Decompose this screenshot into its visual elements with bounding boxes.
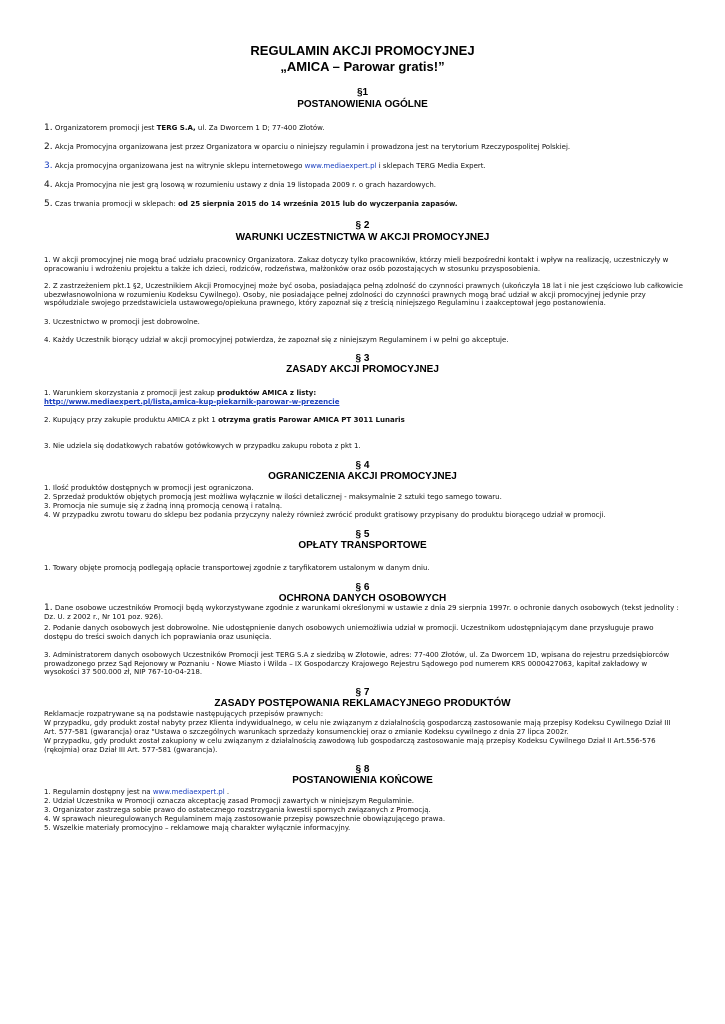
- item-number: 4.: [44, 180, 53, 190]
- item-number: 5.: [44, 199, 53, 209]
- section-7-title: ZASADY POSTĘPOWANIA REKLAMACYJNEGO PRODUKTÓW: [214, 698, 511, 709]
- section-2-title: WARUNKI UCZESTNICTWA W AKCJI PROMOCYJNEJ: [235, 232, 490, 243]
- s7-line-2: W przypadku, gdy produkt został nabyty przez Klienta indywidualnego, w celu nie związanym z działalnością gospodarczą zastosowanie mają przepisy Kodeksu Cywilnego Dział III Art. 577-581 (gwarancja) oraz "Ustawa o szczególnych warunkach sprzedaży konsumenckiej oraz o zmianie Kodeksu cywilnego z dnia 27 lipca 2002r.: [44, 719, 671, 736]
- s8-item-5: [44, 824, 684, 833]
- item-text: Dane osobowe uczestników Promocji będą wykorzystywane zgodnie z warunkami określonymi w ustawie z dnia 29 sierpnia 1997r. o ochronie danych osobowych (tekst jednolity : Dz. U. z 2002 r., Nr 101 poz. 926).: [44, 604, 679, 621]
- item-bold-text: TERG S.A,: [156, 124, 196, 132]
- s8-item-2: [44, 797, 684, 806]
- s5-paragraph-1: 1. Towary objęte promocją podlegają opłacie transportowej zgodnie z taryfikatorem ustalonym w danym dniu.: [44, 564, 430, 572]
- s3-paragraph-1: [44, 389, 684, 406]
- section-8-number: § 8: [355, 764, 370, 775]
- item-bold-text: od 25 sierpnia 2015 do 14 września 2015 lub do wyczerpania zapasów.: [178, 200, 458, 208]
- section-5-number: § 5: [355, 529, 370, 540]
- s1-item-2: [44, 143, 684, 152]
- item-text: W przypadku zwrotu towaru do sklepu bez podania przyczyny należy również zwrócić produkt gratisowy przypisany do produktu biorącego udział w promocji.: [50, 511, 606, 519]
- item-text: ul. Za Dworcem 1 D; 77-400 Złotów.: [195, 124, 325, 132]
- section-4-title: OGRANICZENIA AKCJI PROMOCYJNEJ: [268, 471, 457, 482]
- item-number: 2.: [44, 624, 51, 632]
- section-3-number: § 3: [355, 353, 370, 364]
- s1-item-3: [44, 162, 684, 171]
- item-text: Regulamin dostępny jest na: [50, 788, 153, 796]
- item-number: 2.: [44, 493, 51, 501]
- section-3-title: ZASADY AKCJI PROMOCYJNEJ: [286, 364, 439, 375]
- item-text: 2. Kupujący przy zakupie produktu AMICA z pkt 1: [44, 416, 219, 424]
- section-6-title: OCHRONA DANYCH OSOBOWYCH: [278, 593, 447, 604]
- section-6-number: § 6: [355, 582, 370, 593]
- item-number: 1.: [44, 603, 53, 613]
- s2-paragraph-1: 1. W akcji promocyjnej nie mogą brać udziału pracownicy Organizatora. Zakaz dotyczy tylko pracowników, którzy mieli bezpośredni kontakt i wpływ na realizację, uczestniczyły w opracowaniu i wdrożeniu projektu a także ich dzieci, rodziców, rodzeństwa, małżonków oraz osób pozostających w stosunku przysposobienia.: [44, 256, 669, 273]
- item-text: i sklepach TERG Media Expert.: [376, 162, 486, 170]
- regulations-link[interactable]: www.mediaexpert.pl: [152, 788, 225, 796]
- s6-paragraph-3: 3. Administratorem danych osobowych Uczestników Promocji jest TERG S.A z siedzibą w Złotowie, adres: 77-400 Złotów, ul. Za Dworcem 1D, wpisana do rejestru przedsiębiorców prowadzonego przez Sąd Rejonowy w Poznaniu - Nowe Miasto i Wilda – IX Gospodarczy Krajowego Rejestru Sądowego pod numerem KRS 0000427063, kapitał zakładowy w wysokości 37 500.000 zł, NIP 767-10-04-218.: [44, 651, 670, 677]
- item-text: Czas trwania promocji w sklepach:: [52, 200, 179, 208]
- item-text: Akcja Promocyjna nie jest grą losową w rozumieniu ustawy z dnia 19 listopada 2009 r. o grach hazardowych.: [52, 181, 436, 189]
- s6-paragraph-2: [44, 624, 684, 641]
- s8-item-4: [44, 815, 684, 824]
- s1-item-5: [44, 200, 684, 209]
- s7-line-1: Reklamacje rozpatrywane są na podstawie następujących przepisów prawnych:: [44, 710, 324, 718]
- s8-item-1: [44, 788, 684, 797]
- item-number: 4.: [44, 815, 51, 823]
- s2-paragraph-4: 4. Każdy Uczestnik biorący udział w akcji promocyjnej potwierdza, że zapoznał się z niniejszym Regulaminem i w pełni go akceptuje.: [44, 336, 509, 344]
- s3-paragraph-2: [44, 416, 684, 425]
- item-text: Organizator zastrzega sobie prawo do ostatecznego rozstrzygania kwestii spornych związanych z Promocją.: [50, 806, 431, 814]
- item-text: Akcja promocyjna organizowana jest na witrynie sklepu internetowego: [52, 162, 305, 170]
- s4-item-1: [44, 484, 684, 493]
- item-number: 1.: [44, 788, 51, 796]
- section-4-number: § 4: [355, 460, 370, 471]
- item-number: 5.: [44, 824, 51, 832]
- item-number: 1.: [44, 123, 53, 133]
- item-text: Wszelkie materiały promocyjno – reklamowe mają charakter wyłącznie informacyjny.: [50, 824, 351, 832]
- item-number: 1.: [44, 484, 51, 492]
- item-number: 3.: [44, 161, 53, 171]
- item-text: W sprawach nieuregulowanych Regulaminem mają zastosowanie przepisy powszechnie obowiązującego prawa.: [50, 815, 446, 823]
- item-text: Ilość produktów dostępnych w promocji jest ograniczona.: [50, 484, 254, 492]
- item-text: Udział Uczestnika w Promocji oznacza akceptację zasad Promocji zawartych w niniejszym Regulaminie.: [50, 797, 415, 805]
- s8-item-3: [44, 806, 684, 815]
- s3-paragraph-3: 3. Nie udziela się dodatkowych rabatów gotówkowych w przypadku zakupu robota z pkt 1.: [44, 442, 361, 450]
- s7-line-3: W przypadku, gdy produkt został zakupiony w celu związanym z działalnością zawodową lub gospodarczą zastosowanie mają przepisy Kodeksu Cywilnego Dział II Art.556-576 (rękojmia) oraz Dział III Art. 577-581 (gwarancja).: [44, 737, 656, 754]
- s6-paragraph-1: [44, 604, 684, 621]
- s4-item-2: [44, 493, 684, 502]
- s1-item-1: [44, 124, 684, 133]
- s2-paragraph-2: 2. Z zastrzeżeniem pkt.1 §2, Uczestnikiem Akcji Promocyjnej może być osoba, posiadająca pełną zdolność do czynności prawnych (ukończyła 18 lat i nie jest częściowo lub całkowicie ubezwłasnowolniona w rozumieniu Kodeksu Cywilnego). Osoby, nie posiadające pełnej zdolności do czynności prawnych mogą brać udział w akcji promocyjnej jedynie przy współudziale swojego przedstawiciela ustawowego/opiekuna prawnego, który zapoznał się z treścią niniejszego Regulaminu i zaakceptował jego postanowienia.: [44, 282, 683, 308]
- item-number: 2.: [44, 142, 53, 152]
- item-number: 3.: [44, 806, 51, 814]
- document-title-line2: „AMICA – Parowar gratis!”: [280, 59, 445, 74]
- item-bold-text: otrzyma gratis Parowar AMICA PT 3011 Lunaris: [218, 416, 405, 424]
- section-1-number: §1: [356, 87, 369, 98]
- section-1-title: POSTANOWIENIA OGÓLNE: [297, 99, 428, 110]
- item-text: .: [224, 788, 230, 796]
- s1-item-4: [44, 181, 684, 190]
- s2-paragraph-3: 3. Uczestnictwo w promocji jest dobrowolne.: [44, 318, 200, 326]
- section-7-number: § 7: [355, 687, 370, 698]
- s4-item-3: [44, 502, 684, 511]
- item-number: 2.: [44, 797, 51, 805]
- section-8-title: POSTANOWIENIA KOŃCOWE: [292, 775, 433, 786]
- section-5-title: OPŁATY TRANSPORTOWE: [298, 540, 427, 551]
- mediaexpert-link[interactable]: www.mediaexpert.pl: [304, 162, 377, 170]
- item-text: Podanie danych osobowych jest dobrowolne. Nie udostępnienie danych osobowych uniemożliwia udział w promocji. Uczestnikom udostępniającym dane przysługuje prawo dostępu do treści swoich danych ich poprawiania oraz usunięcia.: [44, 624, 654, 641]
- item-number: 3.: [44, 502, 51, 510]
- section-2-number: § 2: [355, 220, 370, 231]
- s4-item-4: [44, 511, 684, 520]
- document-title-line1: REGULAMIN AKCJI PROMOCYJNEJ: [250, 43, 475, 58]
- item-text: Organizatorem promocji jest: [52, 124, 157, 132]
- item-text: 1. Warunkiem skorzystania z promocji jest zakup: [44, 389, 217, 397]
- item-number: 4.: [44, 511, 51, 519]
- item-text: Akcja Promocyjna organizowana jest przez Organizatora w oparciu o niniejszy regulamin i prowadzona jest na terytorium Rzeczypospolitej Polskiej.: [52, 143, 571, 151]
- item-bold-text: produktów AMICA z listy:: [216, 389, 317, 397]
- item-text: Sprzedaż produktów objętych promocją jest możliwa wyłącznie w ilości detalicznej - maksymalnie 2 sztuki tego samego towaru.: [50, 493, 502, 501]
- product-list-link[interactable]: http://www.mediaexpert.pl/lista,amica-kup-piekarnik-parowar-w-prezencie: [44, 397, 340, 406]
- item-text: Promocja nie sumuje się z żadną inną promocją cenową i ratalną.: [50, 502, 283, 510]
